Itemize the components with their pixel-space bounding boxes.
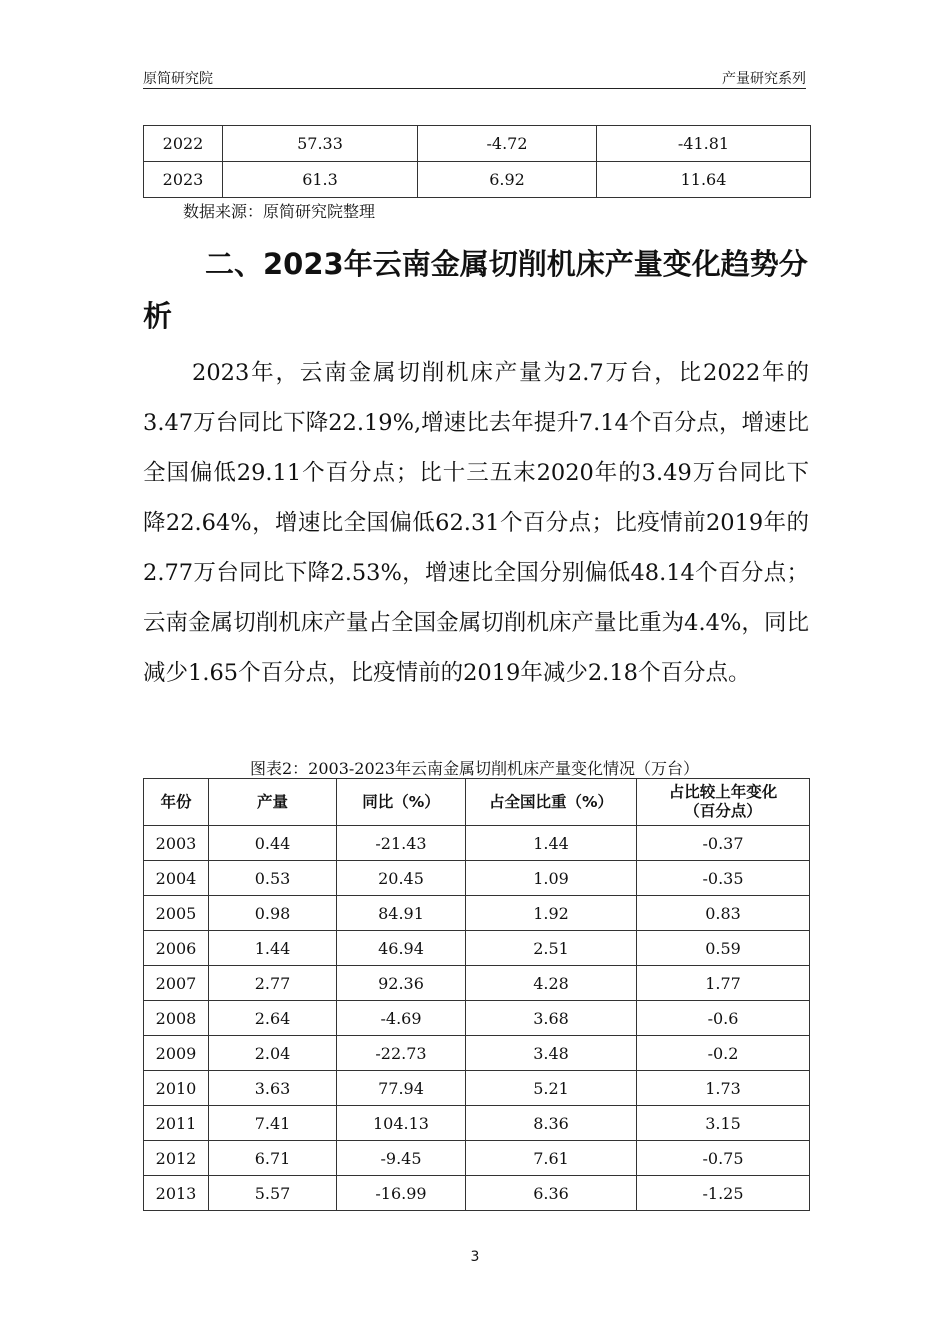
section-title: 二、2023年云南金属切削机床产量变化趋势分析: [143, 247, 808, 333]
table-row: [144, 931, 810, 966]
table-cell: 11.64: [597, 162, 811, 198]
table-cell: 6.92: [418, 162, 597, 198]
body-paragraph: 2023年，云南金属切削机床产量为2.7万台，比2022年的3.47万台同比下降22.19%,增速比去年提升7.14个百分点，增速比全国偏低29.11个百分点；比十三五末2020年的3.49万台同比下降22.64%，增速比全国偏低62.31个百分点；比疫情前2019年的2.77万台同比下降2.53%，增速比全国分别偏低48.14个百分点；云南金属切削机床产量占全国金属切削机床产量比重为4.4%，同比减少1.65个百分点，比疫情前的2019年减少2.18个百分点。: [143, 360, 809, 686]
page-number: 3: [470, 1249, 480, 1265]
header-series: 产量研究系列: [722, 71, 806, 87]
header-share-change-line1: 占比较上年变化: [668, 783, 778, 801]
table-cell: 2008: [144, 1001, 209, 1036]
header-org: 原简研究院: [143, 71, 213, 87]
table-cell: 1.92: [466, 896, 637, 931]
header-share-change-line2: （百分点）: [684, 802, 762, 820]
table-row: [144, 826, 810, 861]
table-cell: 92.36: [337, 966, 466, 1001]
table-cell: 2012: [144, 1141, 209, 1176]
table-cell: 1.44: [466, 826, 637, 861]
table-cell: -4.72: [418, 126, 597, 162]
table-cell: -22.73: [337, 1036, 466, 1071]
table-row: [144, 162, 811, 198]
table-cell: 2009: [144, 1036, 209, 1071]
table-cell: -21.43: [337, 826, 466, 861]
table-cell: 2023: [144, 162, 223, 198]
table-header-row: [144, 779, 810, 826]
table-cell: 20.45: [337, 861, 466, 896]
header-output: 产量: [209, 779, 337, 826]
table-cell: 0.53: [209, 861, 337, 896]
table-cell: -4.69: [337, 1001, 466, 1036]
table-cell: 2.51: [466, 931, 637, 966]
table-cell: 2022: [144, 126, 223, 162]
table-cell: 4.28: [466, 966, 637, 1001]
table-cell: 0.98: [209, 896, 337, 931]
table-row: [144, 1106, 810, 1141]
table-cell: 0.83: [637, 896, 810, 931]
figure-caption: 图表2：2003-2023年云南金属切削机床产量变化情况（万台）: [249, 759, 700, 778]
table-cell: 5.21: [466, 1071, 637, 1106]
table-cell: 7.41: [209, 1106, 337, 1141]
header-yoy: 同比（%）: [337, 779, 466, 826]
table-cell: 2006: [144, 931, 209, 966]
table-cell: -0.37: [637, 826, 810, 861]
table-cell: -16.99: [337, 1176, 466, 1211]
table-row: [144, 861, 810, 896]
table-cell: 2003: [144, 826, 209, 861]
table-cell: -0.35: [637, 861, 810, 896]
data-source-note: 数据来源：原简研究院整理: [183, 202, 376, 221]
table-cell: 3.63: [209, 1071, 337, 1106]
table-cell: 1.44: [209, 931, 337, 966]
table-cell: 2.04: [209, 1036, 337, 1071]
table-row: [144, 1176, 810, 1211]
table-cell: 2004: [144, 861, 209, 896]
table-row: [144, 1071, 810, 1106]
page-header: [143, 64, 806, 89]
table-row: [144, 126, 811, 162]
table-cell: 3.48: [466, 1036, 637, 1071]
table-cell: 8.36: [466, 1106, 637, 1141]
table-cell: 46.94: [337, 931, 466, 966]
header-share: 占全国比重（%）: [466, 779, 637, 826]
header-share-change: [637, 779, 810, 826]
table-cell: 2007: [144, 966, 209, 1001]
header-year: 年份: [144, 779, 209, 826]
table-cell: 3.68: [466, 1001, 637, 1036]
continued-data-table: [143, 125, 811, 198]
table-cell: 5.57: [209, 1176, 337, 1211]
table-cell: 77.94: [337, 1071, 466, 1106]
table-cell: 0.59: [637, 931, 810, 966]
table-cell: -0.2: [637, 1036, 810, 1071]
table-cell: 7.61: [466, 1141, 637, 1176]
table-body: [144, 826, 810, 1211]
table-row: [144, 1001, 810, 1036]
table-cell: 104.13: [337, 1106, 466, 1141]
table-cell: 1.77: [637, 966, 810, 1001]
production-table: [143, 778, 810, 1211]
table-cell: 2010: [144, 1071, 209, 1106]
table-cell: 2013: [144, 1176, 209, 1211]
table-cell: -41.81: [597, 126, 811, 162]
table-row: [144, 1036, 810, 1071]
table-cell: 1.73: [637, 1071, 810, 1106]
table-cell: 0.44: [209, 826, 337, 861]
table-cell: 3.15: [637, 1106, 810, 1141]
table-row: [144, 896, 810, 931]
table-cell: -1.25: [637, 1176, 810, 1211]
table-cell: 61.3: [223, 162, 418, 198]
table-cell: -0.75: [637, 1141, 810, 1176]
table-cell: 84.91: [337, 896, 466, 931]
table-cell: 2.64: [209, 1001, 337, 1036]
table-cell: 2005: [144, 896, 209, 931]
table-row: [144, 1141, 810, 1176]
table-cell: 2.77: [209, 966, 337, 1001]
table-cell: 6.71: [209, 1141, 337, 1176]
table-row: [144, 966, 810, 1001]
table-cell: 57.33: [223, 126, 418, 162]
table-cell: -0.6: [637, 1001, 810, 1036]
table-cell: 6.36: [466, 1176, 637, 1211]
table-cell: 2011: [144, 1106, 209, 1141]
table-cell: -9.45: [337, 1141, 466, 1176]
table-cell: 1.09: [466, 861, 637, 896]
